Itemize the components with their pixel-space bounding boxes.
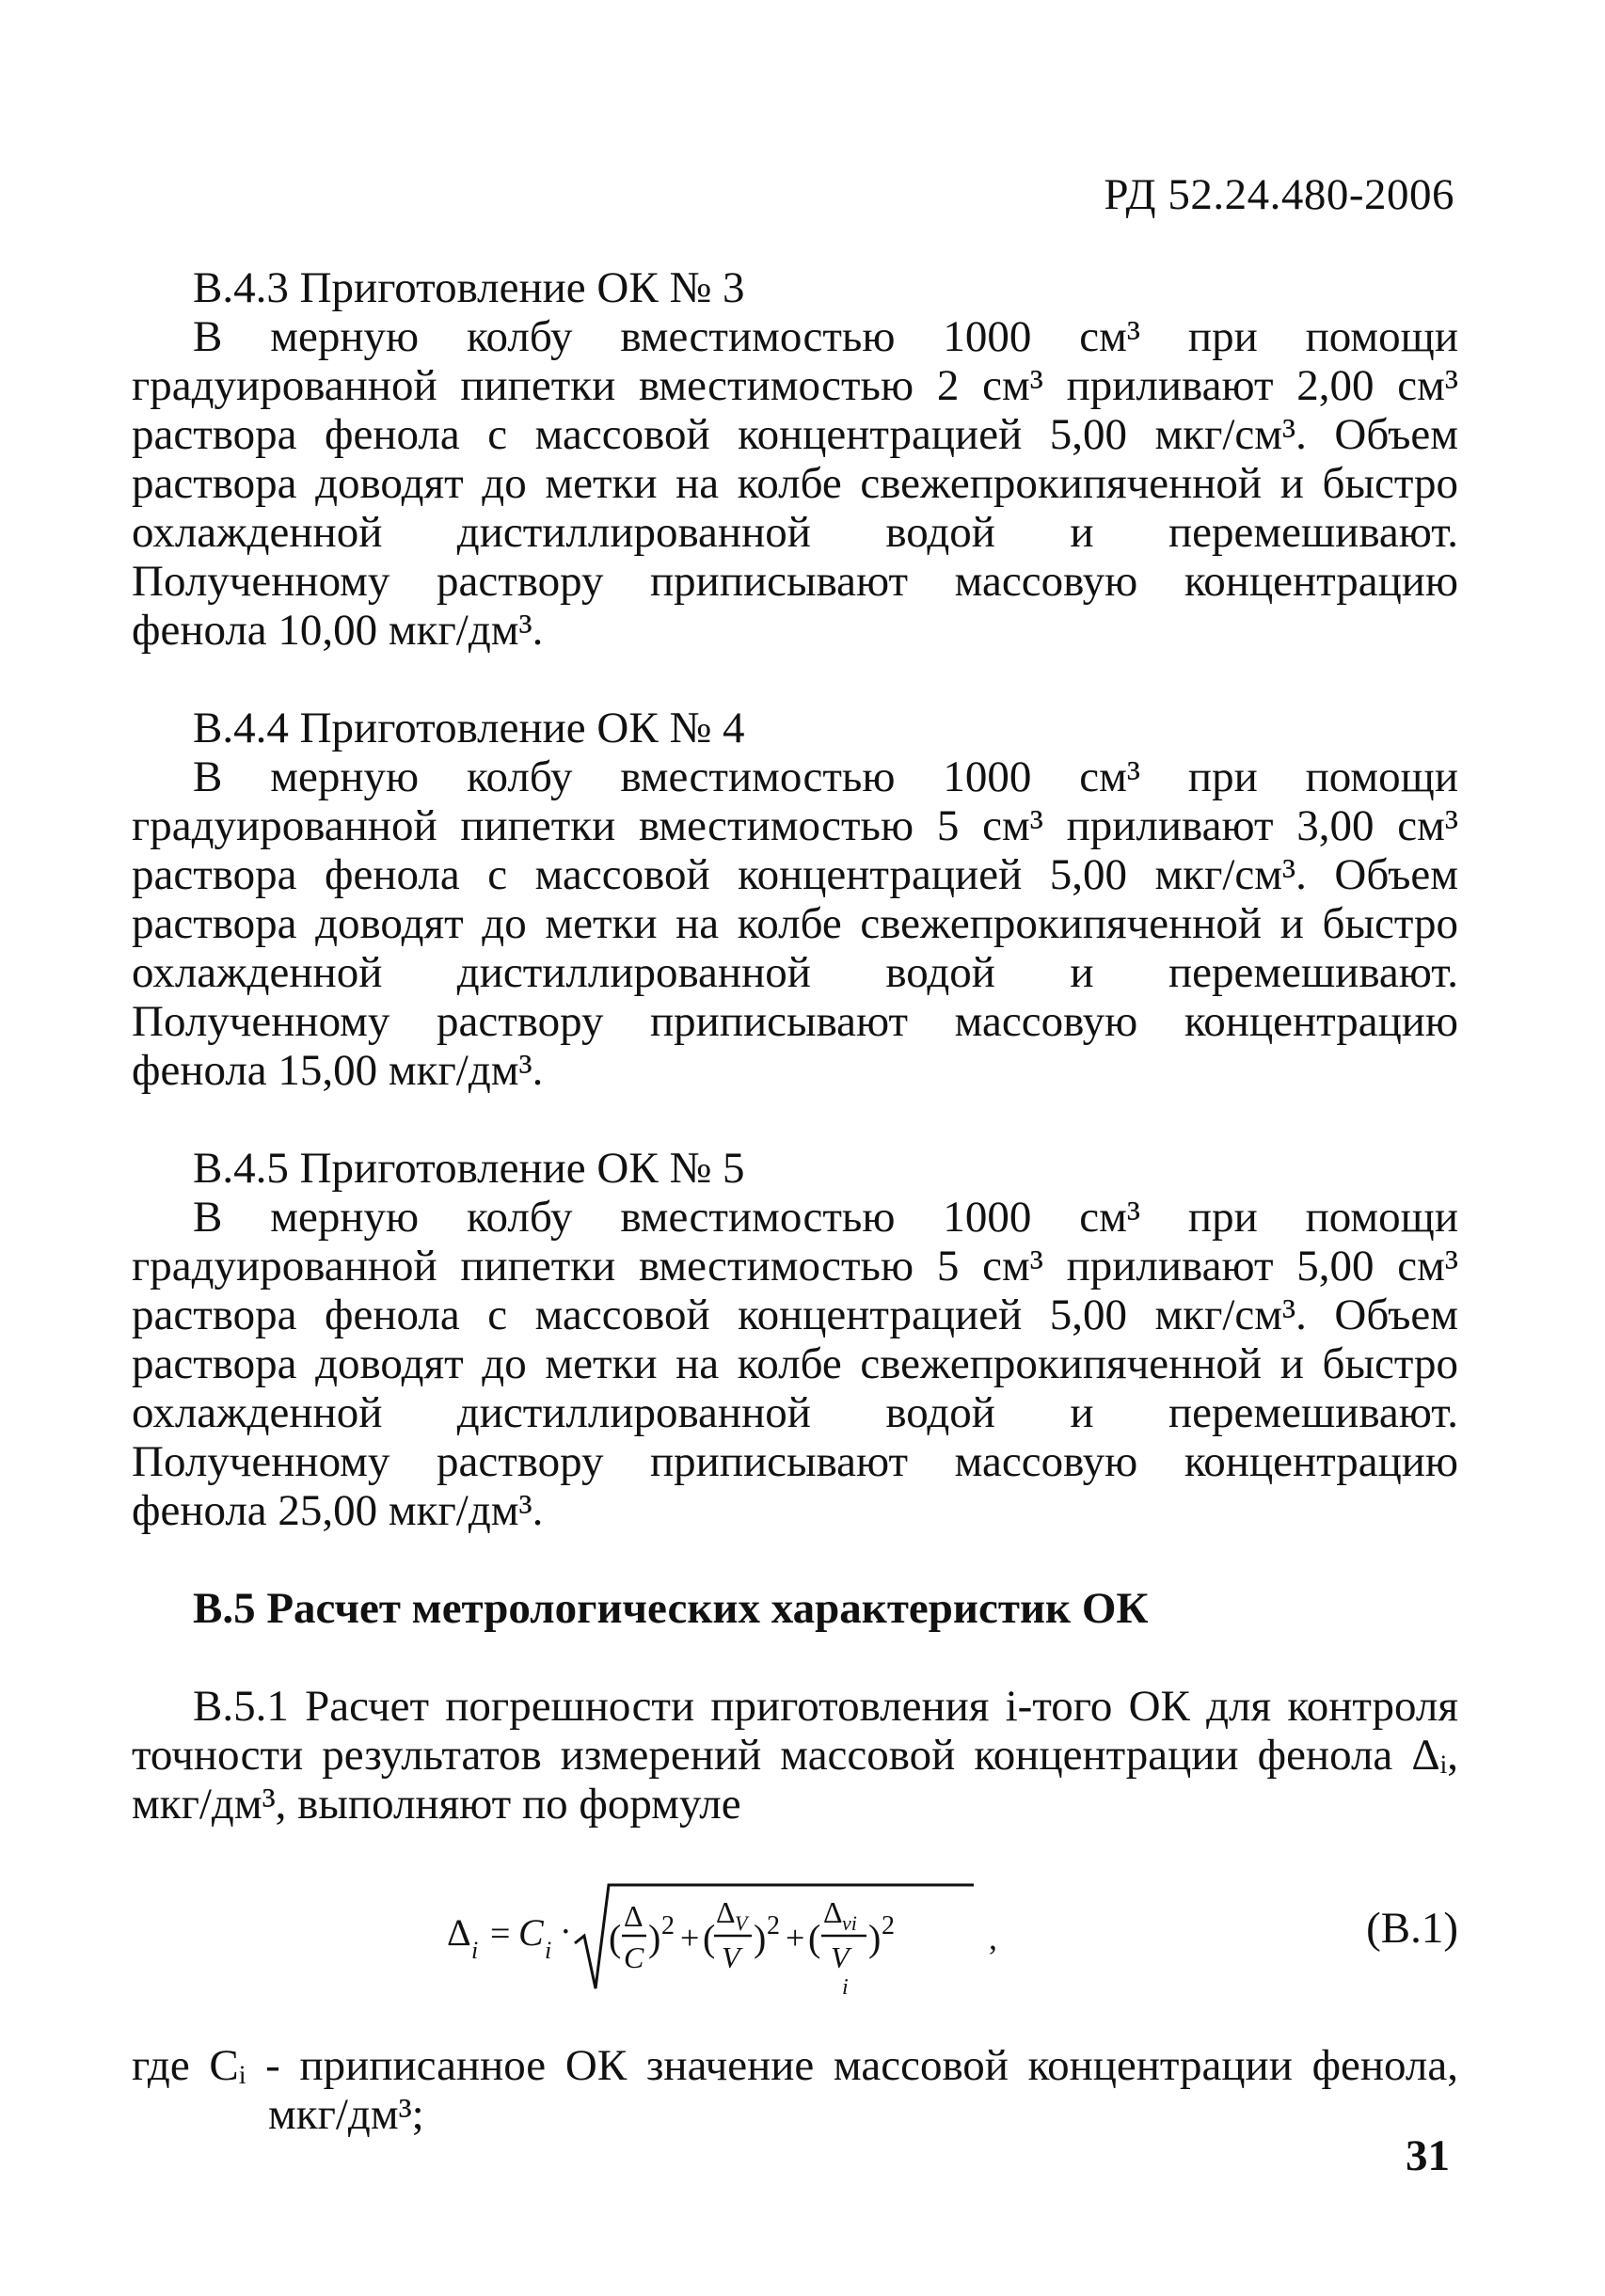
paren-close: ) (648, 1917, 661, 1959)
plus-sign: + (786, 1919, 805, 1956)
frac1-denominator: C (624, 1940, 644, 1974)
formula-b-1 (132, 1868, 1458, 2009)
formula-comma: , (989, 1919, 997, 1956)
paren-close: ) (754, 1917, 767, 1959)
paren-open: ( (703, 1917, 716, 1959)
paren-open: ( (609, 1917, 622, 1959)
page-number: 31 (1406, 2131, 1450, 2180)
frac3-numerator: Δ (823, 1895, 843, 1929)
section-b-5-heading: В.5 Расчет метрологических характеристик ОК (193, 1584, 1149, 1633)
section-heading: В.4.3 Приготовление ОК № 3 (193, 263, 745, 312)
section-paragraph: В мерную колбу вместимостью 1000 см³ при помощи градуированной пипетки вместимостью 5 см³ приливают 5,00 см³ раствора фенола с массовой концентрацией 5,00 мкг/см³. Объем раствора доводят до метки на колбе свежепрокипяченной и быстро охлажденной дистиллированной водой и перемешивают. Полученному раствору приписывают массовую концентрацию фенола 25,00 мкг/дм³. (132, 1193, 1458, 1535)
exponent: 2 (882, 1911, 895, 1940)
page-content (132, 263, 1458, 2139)
section-b-4-5 (132, 1144, 1458, 1535)
formula-dot: · (560, 1912, 572, 1952)
where-clause: где Cᵢ - приписанное ОК значение массовой концентрации фенола, мкг/дм³; (132, 2041, 1458, 2139)
document-code: РД 52.24.480-2006 (1104, 170, 1454, 219)
section-heading: В.4.5 Приготовление ОК № 5 (193, 1144, 745, 1193)
section-heading: В.4.4 Приготовление ОК № 4 (193, 704, 745, 752)
frac1-numerator: Δ (624, 1899, 644, 1933)
formula-lhs-sub: i (471, 1937, 479, 1964)
section-b-4-4 (132, 704, 1458, 1095)
section-paragraph: В мерную колбу вместимостью 1000 см³ при помощи градуированной пипетки вместимостью 5 см³ приливают 3,00 см³ раствора фенола с массовой концентрацией 5,00 мкг/см³. Объем раствора доводят до метки на колбе свежепрокипяченной и быстро охлажденной дистиллированной водой и перемешивают. Полученному раствору приписывают массовую концентрацию фенола 15,00 мкг/дм³. (132, 752, 1458, 1095)
formula-lhs: Δ (447, 1911, 471, 1954)
section-paragraph: В мерную колбу вместимостью 1000 см³ при помощи градуированной пипетки вместимостью 2 см³ приливают 2,00 см³ раствора фенола с массовой концентрацией 5,00 мкг/см³. Объем раствора доводят до метки на колбе свежепрокипяченной и быстро охлажденной дистиллированной водой и перемешивают. Полученному раствору приписывают массовую концентрацию фенола 10,00 мкг/дм³. (132, 312, 1458, 655)
formula-c-sub: i (545, 1937, 552, 1964)
formula-c: C (518, 1911, 544, 1954)
section-b-4-3 (132, 263, 1458, 655)
equation-number: (В.1) (1366, 1904, 1458, 1953)
frac2-numerator: Δ (716, 1895, 736, 1929)
frac3-numerator-sub: vi (842, 1911, 857, 1935)
formula-graphic (447, 1868, 1162, 2009)
exponent: 2 (661, 1911, 675, 1940)
formula-eq: = (490, 1914, 511, 1954)
frac2-numerator-sub: V (735, 1911, 748, 1935)
section-b-5-1-paragraph: В.5.1 Расчет погрешности приготовления i-того ОК для контроля точности результатов измерений массовой концентрации фенола Δᵢ, мкг/дм³, выполняют по формуле (132, 1682, 1458, 1829)
paren-close: ) (868, 1917, 882, 1959)
frac2-denominator: V (722, 1940, 740, 1974)
frac3-denominator-sub: i (842, 1975, 849, 2000)
exponent: 2 (767, 1911, 780, 1940)
frac3-denominator: V (831, 1940, 850, 1974)
paren-open: ( (808, 1917, 821, 1959)
plus-sign: + (680, 1919, 700, 1956)
